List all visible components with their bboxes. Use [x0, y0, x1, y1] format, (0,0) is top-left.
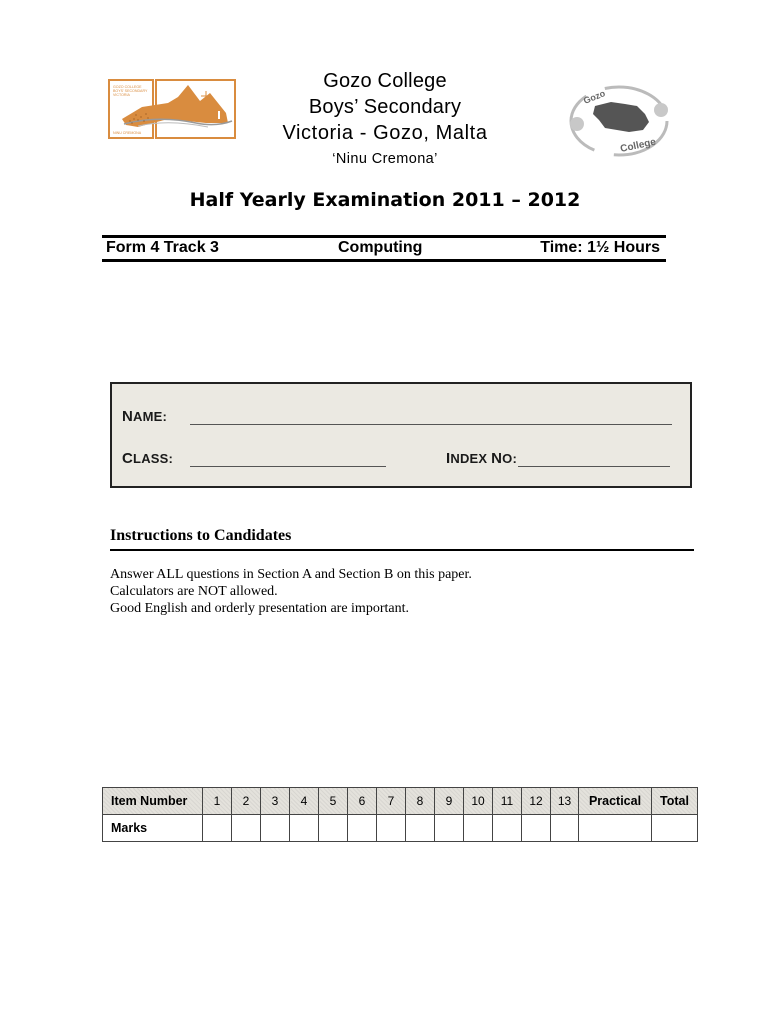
marks-table	[102, 787, 698, 842]
exam-info-bar	[102, 235, 666, 262]
marks-cell-12[interactable]	[522, 815, 551, 842]
gozo-college-logo	[563, 80, 675, 162]
item-8-header: 8	[406, 788, 435, 815]
svg-text:BOYS' SECONDARY: BOYS' SECONDARY	[113, 89, 148, 93]
item-2-header: 2	[232, 788, 261, 815]
svg-text:College: College	[619, 136, 657, 155]
class-field[interactable]	[190, 466, 386, 467]
marks-cell-7[interactable]	[377, 815, 406, 842]
practical-header: Practical	[579, 788, 652, 815]
svg-text:VICTORIA: VICTORIA	[113, 93, 130, 97]
item-1-header: 1	[203, 788, 232, 815]
marks-cell-6[interactable]	[348, 815, 377, 842]
marks-cell-1[interactable]	[203, 815, 232, 842]
marks-cell-8[interactable]	[406, 815, 435, 842]
marks-cell-total[interactable]	[652, 815, 698, 842]
marks-row-label: Marks	[103, 815, 203, 842]
school-motto: ‘Ninu Cremona’	[332, 151, 438, 167]
item-number-header: Item Number	[103, 788, 203, 815]
form-track: Form 4 Track 3	[106, 239, 219, 256]
item-5-header: 5	[319, 788, 348, 815]
exam-title: Half Yearly Examination 2011 – 2012	[189, 189, 581, 211]
total-header: Total	[652, 788, 698, 815]
instruction-item: Answer ALL questions in Section A and Section B on this paper.	[110, 567, 472, 582]
marks-cell-4[interactable]	[290, 815, 319, 842]
subject: Computing	[338, 239, 423, 256]
index-number-field[interactable]	[518, 466, 670, 467]
school-location: Victoria - Gozo, Malta	[282, 122, 488, 144]
item-6-header: 6	[348, 788, 377, 815]
marks-cell-2[interactable]	[232, 815, 261, 842]
name-label: NAME:	[122, 408, 168, 425]
item-4-header: 4	[290, 788, 319, 815]
marks-cell-3[interactable]	[261, 815, 290, 842]
marks-cell-9[interactable]	[435, 815, 464, 842]
name-field[interactable]	[190, 424, 672, 425]
instruction-item: Calculators are NOT allowed.	[110, 584, 278, 599]
index-number-label: INDEX NO:	[446, 450, 517, 467]
marks-table-header-row	[103, 788, 698, 815]
item-3-header: 3	[261, 788, 290, 815]
item-11-header: 11	[493, 788, 522, 815]
school-name: Gozo College	[323, 70, 447, 92]
marks-cell-11[interactable]	[493, 815, 522, 842]
item-12-header: 12	[522, 788, 551, 815]
item-10-header: 10	[464, 788, 493, 815]
svg-text:NINU CREMONA: NINU CREMONA	[113, 131, 142, 135]
svg-text:Gozo: Gozo	[582, 88, 607, 106]
marks-cell-13[interactable]	[551, 815, 579, 842]
instruction-item: Good English and orderly presentation are important.	[110, 601, 409, 616]
exam-duration: Time: 1½ Hours	[540, 239, 660, 256]
marks-cell-practical[interactable]	[579, 815, 652, 842]
marks-table-marks-row	[103, 815, 698, 842]
instructions-divider	[110, 549, 694, 551]
school-division: Boys’ Secondary	[308, 96, 462, 118]
instructions-title: Instructions to Candidates	[110, 527, 292, 544]
school-crest-logo	[108, 79, 236, 139]
item-7-header: 7	[377, 788, 406, 815]
class-label: CLASS:	[122, 450, 174, 467]
instructions-list	[110, 566, 472, 617]
item-13-header: 13	[551, 788, 579, 815]
item-9-header: 9	[435, 788, 464, 815]
marks-cell-5[interactable]	[319, 815, 348, 842]
marks-cell-10[interactable]	[464, 815, 493, 842]
candidate-details-box	[110, 382, 692, 488]
school-header	[250, 68, 520, 170]
svg-text:GOZO COLLEGE: GOZO COLLEGE	[113, 85, 142, 89]
